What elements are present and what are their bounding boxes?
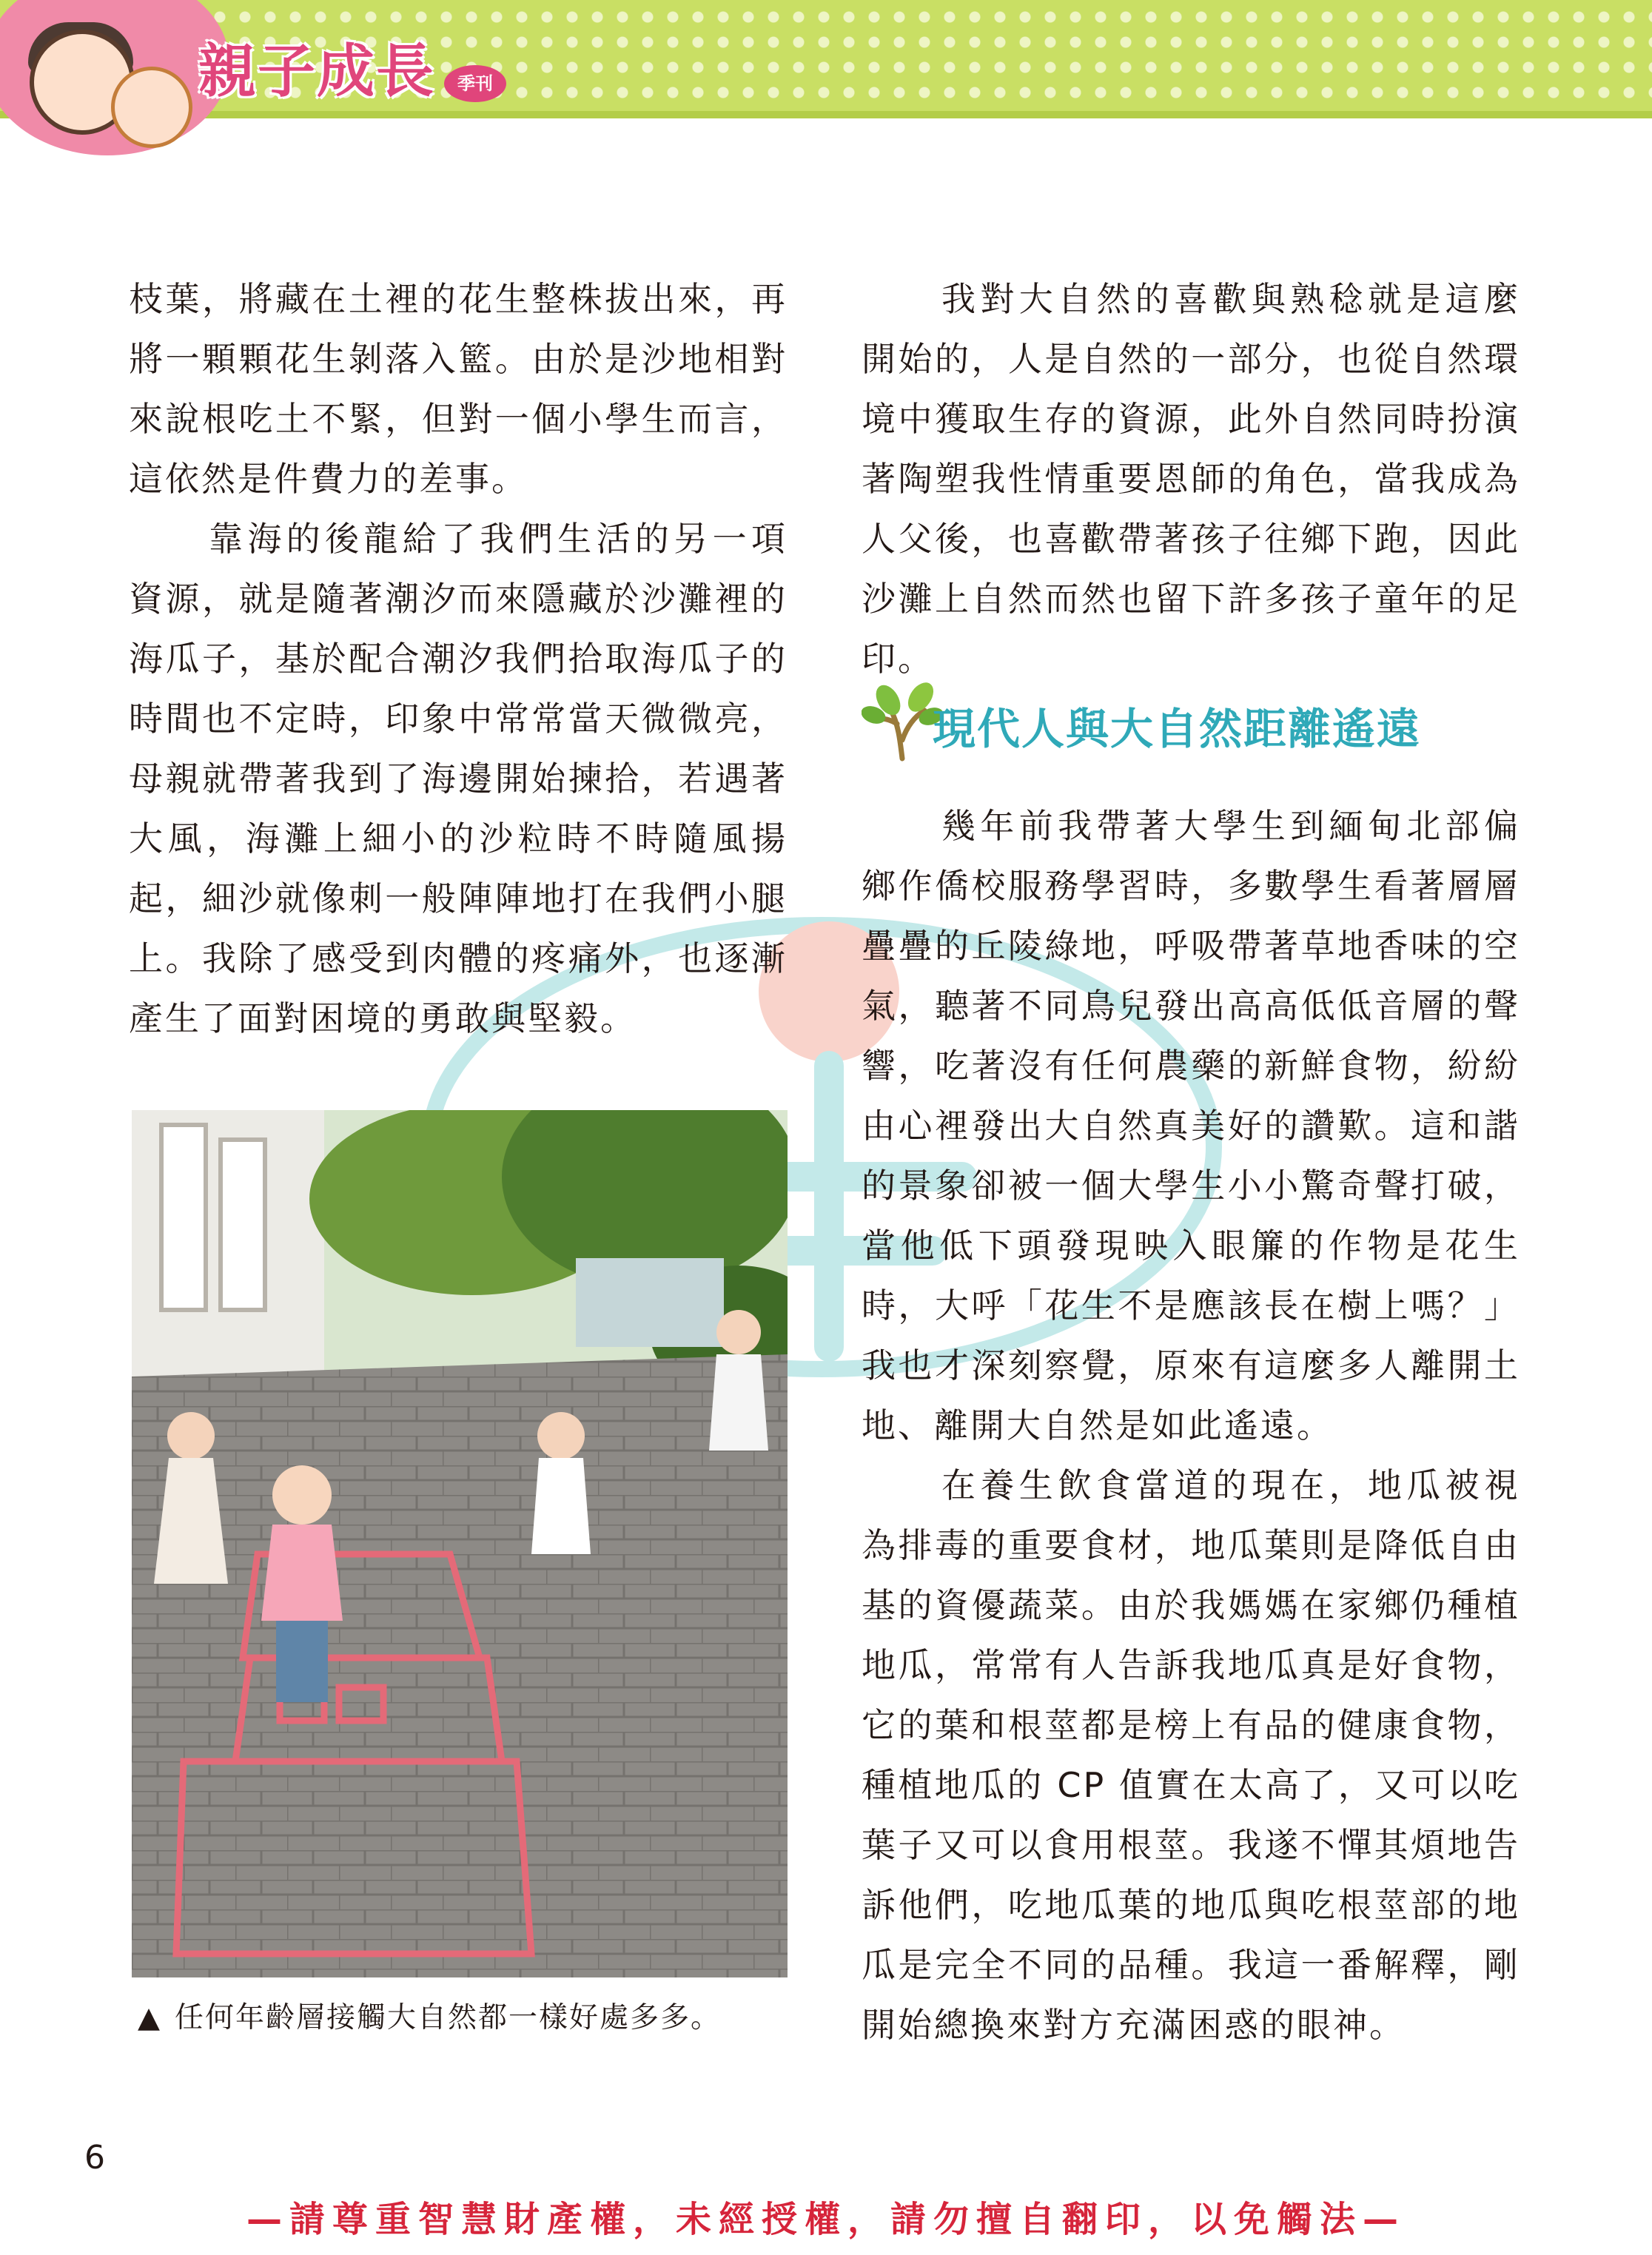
child-face-icon xyxy=(111,67,192,148)
page-number: 6 xyxy=(84,2139,105,2177)
triangle-icon: ▲ xyxy=(138,2001,161,2034)
right-column-bottom xyxy=(862,796,1520,2055)
tree-icon xyxy=(862,681,943,762)
copyright-notice: —請尊重智慧財產權，未經授權，請勿擅自翻印，以免觸法— xyxy=(246,2199,1406,2240)
paragraph: 幾年前我帶著大學生到緬甸北部偏鄉作僑校服務學習時，多數學生看著層層疊疊的丘陵綠地，呼吸帶著草地香味的空氣，聽著不同鳥兒發出高高低低音層的聲響，吃著沒有任何農藥的新鮮食物，紛紛由心裡發出大自然真美好的讚歎。這和諧的景象卻被一個大學生小小驚奇聲打破，當他低下頭發現映入眼簾的作物是花生時，大呼「花生不是應該長在樹上嗎？」我也才深刻察覺，原來有這麼多人離開土地、離開大自然是如此遙遠。 xyxy=(862,806,1520,1445)
section-heading xyxy=(862,681,1528,770)
paragraph: 靠海的後龍給了我們生活的另一項資源，就是隨著潮汐而來隱藏於沙灘裡的海瓜子，基於配合潮汐我們拾取海瓜子的時間也不定時，印象中常常當天微微亮，母親就帶著我到了海邊開始揀拾，若遇著大風，海灘上細小的沙粒時不時隨風揚起，細沙就像刺一般陣陣地打在我們小腿上。我除了感受到肉體的疼痛外，也逐漸產生了面對困境的勇敢與堅毅。 xyxy=(129,519,788,1038)
paragraph: 枝葉，將藏在土裡的花生整株拔出來，再將一顆顆花生剝落入籃。由於是沙地相對來說根吃土不緊，但對一個小學生而言，這依然是件費力的差事。 xyxy=(129,279,788,499)
magazine-title: 親子成長 xyxy=(198,38,436,105)
caption-text: 任何年齡層接觸大自然都一樣好處多多。 xyxy=(175,2001,722,2034)
magazine-tag: 季刊 xyxy=(444,65,506,102)
left-column xyxy=(129,269,788,1049)
paragraph: 在養生飲食當道的現在，地瓜被視為排毒的重要食材，地瓜葉則是降低自由基的資優蔬菜。由於我媽媽在家鄉仍種植地瓜，常常有人告訴我地瓜真是好食物，它的葉和根莖都是榜上有品的健康食物，種植地瓜的 CP 值實在太高了，又可以吃葉子又可以食用根莖。我遂不憚其煩地告訴他們，吃地瓜葉的地瓜與吃根莖部的地瓜是完全不同的品種。我這一番解釋，剛開始總換來對方充滿困惑的眼神。 xyxy=(862,1465,1520,2045)
photo-illustration xyxy=(132,1110,788,1977)
photo-caption xyxy=(138,1994,721,2036)
header-edge xyxy=(0,111,1652,118)
children-hopscotch-photo xyxy=(132,1110,788,1977)
section-title: 現代人與大自然距離遙遠 xyxy=(933,704,1422,754)
paragraph: 我對大自然的喜歡與熟稔就是這麼開始的，人是自然的一部分，也從自然環境中獲取生存的資源，此外自然同時扮演著陶塑我性情重要恩師的角色，當我成為人父後，也喜歡帶著孩子往鄉下跑，因此沙灘上自然而然也留下許多孩子童年的足印。 xyxy=(862,279,1520,679)
right-column-top xyxy=(862,269,1520,689)
